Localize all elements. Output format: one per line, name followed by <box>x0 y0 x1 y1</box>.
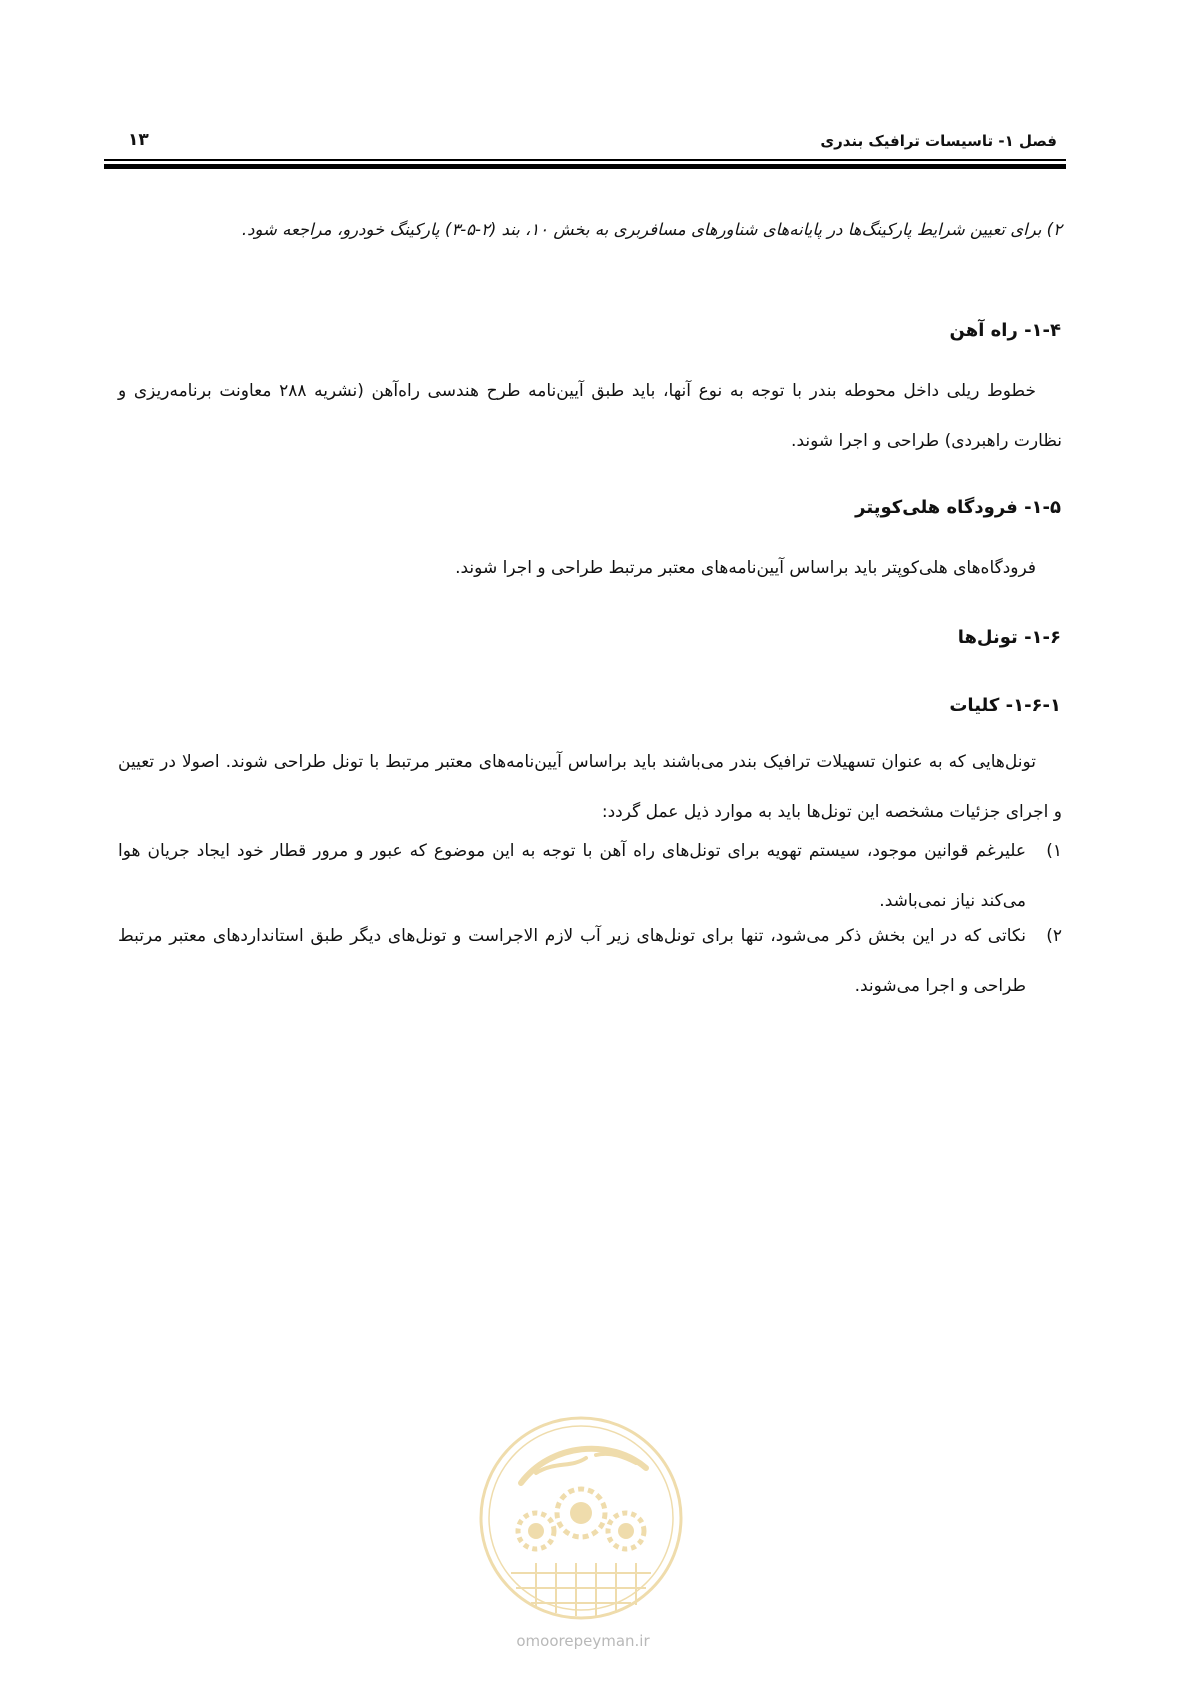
page-number: ۱۳ <box>128 130 149 150</box>
list-item-text: علیرغم قوانین موجود، سیستم تهویه برای تونل‌های راه آهن با توجه به این موضوع که عبور و مرور قطار خود ایجاد جریان هوا می‌کند نیاز نمی‌باشد. <box>118 841 1026 911</box>
watermark-url: omoorepeyman.ir <box>516 1632 650 1650</box>
watermark-logo-icon <box>476 1413 686 1623</box>
list-item-number: ۲) <box>1046 926 1062 946</box>
note-paragraph: ۲) برای تعیین شرایط پارکینگ‌ها در پایانه‌های شناورهای مسافربری به بخش ۱۰، بند (۲-۵-۳) پارکینگ خودرو، مراجعه شود. <box>241 220 1062 239</box>
section-heading-rail: ۱-۴- راه آهن <box>949 320 1061 341</box>
section-heading-tunnels: ۱-۶- تونل‌ها <box>957 627 1061 648</box>
list-item <box>118 911 1062 1011</box>
header-rule-thin <box>104 159 1066 161</box>
list-item-number: ۱) <box>1046 841 1062 861</box>
heliport-paragraph: فرودگاه‌های هلی‌کوپتر باید براساس آیین‌نامه‌های معتبر مرتبط طراحی و اجرا شوند. <box>455 558 1036 578</box>
subsection-heading-general: ۱-۶-۱- کلیات <box>949 695 1061 716</box>
rail-paragraph: خطوط ریلی داخل محوطه بندر با توجه به نوع آنها، باید طبق آیین‌نامه طرح هندسی راه‌آهن (نشریه ۲۸۸ معاونت برنامه‌ریزی و نظارت راهبردی) طراحی و اجرا شوند. <box>118 381 1062 451</box>
chapter-title: فصل ۱- تاسیسات ترافیک بندری <box>820 132 1057 150</box>
list-item-text: نکاتی که در این بخش ذکر می‌شود، تنها برای تونل‌های زیر آب لازم الاجراست و تونل‌های دیگر طبق استانداردهای معتبر مرتبط طراحی و اجرا می‌شوند. <box>118 926 1026 996</box>
section-heading-heliport: ۱-۵- فرودگاه هلی‌کوپتر <box>855 497 1061 518</box>
header-rule-thick <box>104 164 1066 169</box>
tunnels-paragraph: تونل‌هایی که به عنوان تسهیلات ترافیک بندر می‌باشند باید براساس آیین‌نامه‌های معتبر مرتبط با تونل طراحی شوند. اصولا در تعیین و اجرای جزئیات مشخصه این تونل‌ها باید به موارد ذیل عمل گردد: <box>118 752 1062 822</box>
